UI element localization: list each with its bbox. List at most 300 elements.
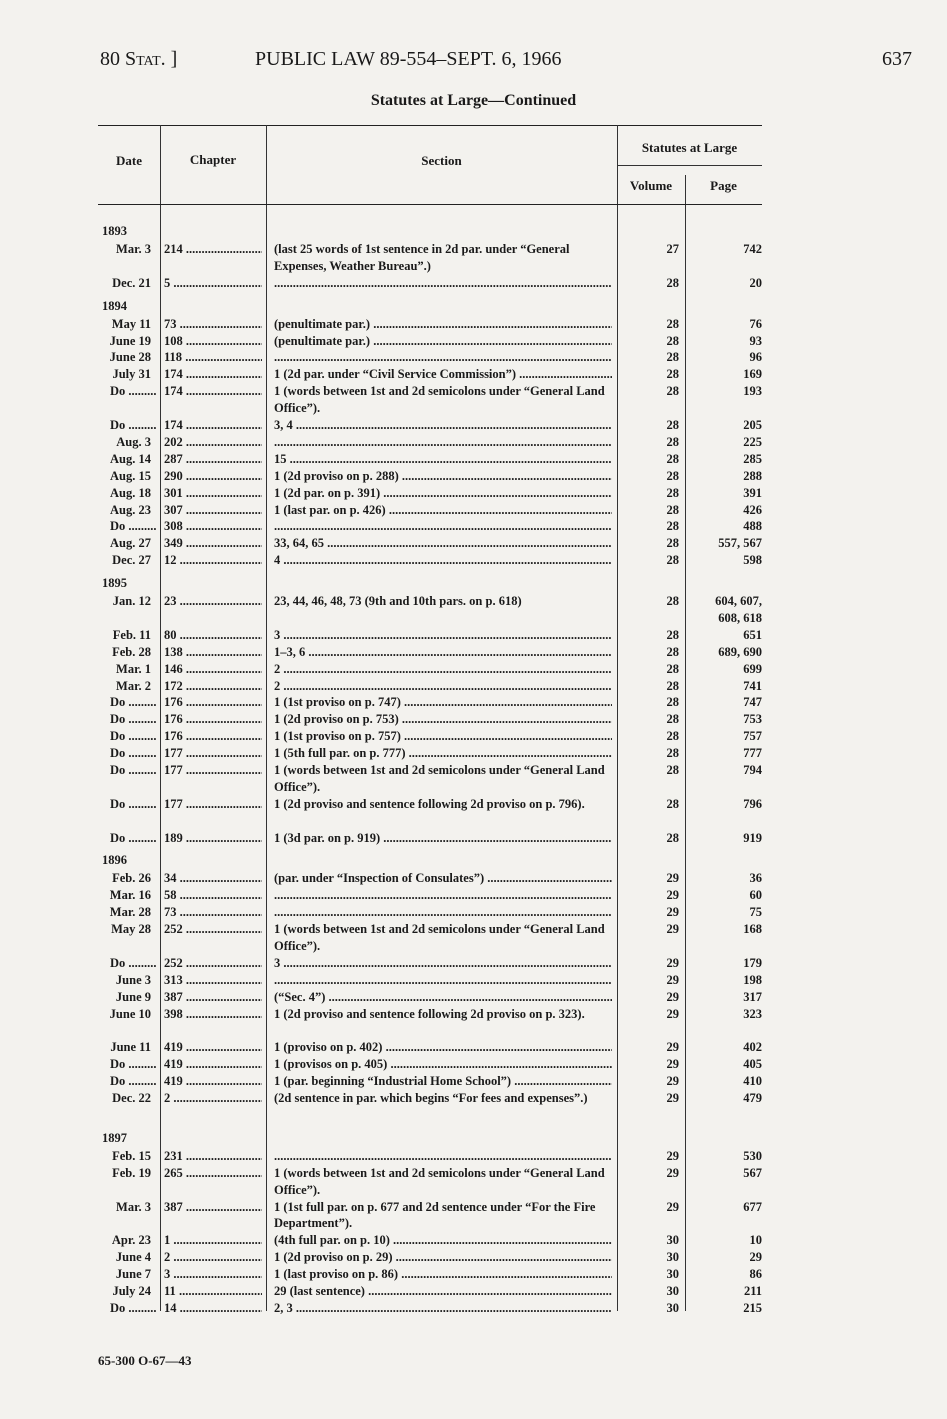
cell-date: Aug. 18 [110,485,151,500]
cell-volume: 29 [666,1199,679,1214]
cell-page [685,349,762,366]
table-row [98,661,762,678]
cell-page-line: 391 [743,485,762,500]
year-label: 1895 [102,576,127,591]
cell-chapter: 189 ..... [164,830,262,847]
cell-chapter: 313 ..... [164,972,262,989]
column-header-section: Section [421,153,462,168]
cell-date: Dec. 21 [112,275,151,290]
table-row [98,502,762,519]
cell-page-line: 205 [743,418,762,433]
cell-page [685,1283,762,1300]
cell-section: 1 (words between 1st and 2d semicolons under “General Land Office”). [274,922,605,954]
cell-volume: 28 [666,485,679,500]
cell-page-line: 796 [743,796,762,811]
cell-chapter: 252 ..... [164,955,262,972]
cell-page [685,989,762,1006]
cell-volume: 28 [666,367,679,382]
table-row [98,552,762,569]
cell-page [685,552,762,569]
cell-section: 3 ..... [274,955,612,972]
cell-volume: 29 [666,1040,679,1055]
table-row [98,1249,762,1266]
cell-section: (penultimate par.) ..... [274,333,612,350]
year-label: 1894 [102,298,127,313]
cell-page-line: 60 [749,888,762,903]
cell-page [685,627,762,644]
cell-section: 1 (1st proviso on p. 747) ..... [274,694,612,711]
table-row [98,535,762,552]
table-row [98,366,762,383]
cell-section [274,434,612,451]
cell-section [274,275,612,292]
table-row [98,870,762,887]
cell-volume: 28 [666,746,679,761]
table-row [98,728,762,745]
table-row [98,451,762,468]
cell-section: (last 25 words of 1st sentence in 2d par. under “General Expenses, Weather Bureau”.) [274,242,570,273]
cell-page-line: 96 [749,350,762,365]
table-row [98,1039,762,1056]
cell-section: (“Sec. 4”) ..... [274,989,612,1006]
cell-chapter: 118 ..... [164,349,262,366]
cell-page-line: 488 [743,519,762,534]
cell-page [685,762,762,779]
cell-chapter: 176 ..... [164,728,262,745]
cell-chapter: 174 ..... [164,383,262,400]
column-header-date: Date [116,153,142,168]
cell-page [685,830,762,847]
cell-volume: 29 [666,955,679,970]
cell-page [685,417,762,434]
cell-page-line: 20 [749,275,762,290]
cell-page [685,796,762,813]
table-row [98,241,762,275]
cell-section: (4th full par. on p. 10) ..... [274,1232,612,1249]
cell-volume: 28 [666,333,679,348]
cell-volume: 28 [666,627,679,642]
table-title: Statutes at Large—Continued [370,92,577,109]
cell-volume: 28 [666,384,679,399]
cell-page-line: 651 [743,627,762,642]
cell-section: 1 (2d proviso and sentence following 2d proviso on p. 323). [274,1006,585,1021]
table-body [98,217,762,1317]
cell-chapter: 14 ..... [164,1300,262,1317]
cell-date: Do ..... [110,955,156,972]
cell-page [685,972,762,989]
cell-page-line: 677 [743,1199,762,1214]
cell-volume: 27 [666,242,679,256]
cell-chapter: 11 ..... [164,1283,262,1300]
cell-volume: 28 [666,451,679,466]
cell-page-line: 604, 607, [715,594,762,609]
table-row [98,1056,762,1073]
table-row [98,1148,762,1165]
cell-section: 33, 64, 65 ..... [274,535,612,552]
cell-chapter: 2 ..... [164,1090,262,1107]
table-top-rule [98,125,762,126]
cell-page [685,1300,762,1317]
running-head [100,48,912,76]
cell-page [685,1006,762,1023]
cell-section: (2d sentence in par. which begins “For fees and expenses”.) [274,1091,588,1106]
cell-volume: 28 [666,350,679,365]
cell-page-line: 76 [749,316,762,331]
table-row [98,1073,762,1090]
cell-volume: 28 [666,519,679,534]
cell-page-line: 211 [743,1284,762,1299]
cell-chapter: 301 ..... [164,485,262,502]
cell-page-line: 75 [749,905,762,920]
cell-chapter: 3 ..... [164,1266,262,1283]
cell-date: Aug. 3 [116,434,151,449]
cell-date: Do ..... [110,383,156,400]
table-row [98,678,762,695]
cell-section: 29 (last sentence) ..... [274,1283,612,1300]
cell-page [685,711,762,728]
cell-chapter: 174 ..... [164,417,262,434]
cell-page-line: 285 [743,451,762,466]
cell-date: Do ..... [110,694,156,711]
cell-date: Do ..... [110,830,156,847]
cell-page [685,745,762,762]
statute-volume-ref: 80 Stat. ] [100,48,178,70]
cell-chapter: 387 ..... [164,989,262,1006]
cell-chapter: 73 ..... [164,316,262,333]
cell-volume: 29 [666,871,679,886]
table-row [98,333,762,350]
cell-chapter: 34 ..... [164,870,262,887]
cell-chapter: 73 ..... [164,904,262,921]
cell-volume: 28 [666,553,679,568]
cell-date: Do ..... [110,796,156,813]
cell-chapter: 231 ..... [164,1148,262,1165]
cell-date: June 19 [109,333,151,348]
year-label: 1896 [102,853,127,868]
table-row [98,904,762,921]
cell-page-line: 215 [743,1300,762,1315]
cell-chapter: 1 ..... [164,1232,262,1249]
cell-section [274,972,612,989]
cell-chapter: 174 ..... [164,366,262,383]
table-row [98,1199,762,1233]
cell-page [685,1056,762,1073]
cell-page [685,451,762,468]
cell-page [685,728,762,745]
cell-page [685,593,762,627]
cell-section: 2 ..... [274,661,612,678]
cell-page [685,904,762,921]
cell-page-line: 557, 567 [718,536,762,551]
cell-page [685,1199,762,1216]
cell-section: 1 (words between 1st and 2d semicolons under “General Land Office”). [274,1165,605,1197]
cell-page [685,383,762,400]
cell-chapter: 12 ..... [164,552,262,569]
column-header-page: Page [710,178,737,193]
table-row [98,1006,762,1040]
cell-page-line: 86 [749,1267,762,1282]
cell-section: 1 (3d par. on p. 919) ..... [274,830,612,847]
cell-chapter: 398 ..... [164,1006,262,1023]
table-row [98,830,762,847]
table-row [98,275,762,292]
table-row [98,349,762,366]
column-header-volume: Volume [629,178,673,193]
cell-page [685,366,762,383]
table-row [98,1266,762,1283]
cell-chapter: 287 ..... [164,451,262,468]
cell-volume: 30 [666,1233,679,1248]
cell-page [685,275,762,292]
cell-page-line: 608, 618 [718,610,762,625]
cell-page [685,1165,762,1182]
cell-volume: 28 [666,502,679,517]
cell-date: July 24 [112,1284,151,1299]
cell-date: Feb. 28 [112,644,151,659]
cell-section [274,887,612,904]
cell-volume: 29 [666,1057,679,1072]
cell-section: 23, 44, 46, 48, 73 (9th and 10th pars. on p. 618) [274,594,522,609]
cell-date: Aug. 23 [110,502,151,517]
table-row [98,796,762,830]
cell-page-line: 168 [743,922,762,937]
cell-volume: 28 [666,796,679,811]
cell-page [685,921,762,938]
cell-section: 1 (2d proviso and sentence following 2d proviso on p. 796). [274,796,585,811]
cell-volume: 28 [666,678,679,693]
table-row [98,745,762,762]
print-code: 65-300 O-67—43 [98,1353,192,1368]
cell-date: Dec. 22 [112,1091,151,1106]
cell-date: Mar. 16 [109,888,151,903]
cell-section: 1 (2d par. under “Civil Service Commission”) ..... [274,366,612,383]
cell-section: 3 ..... [274,627,612,644]
table-row [98,1300,762,1317]
cell-chapter: 252 ..... [164,921,262,938]
cell-volume: 30 [666,1267,679,1282]
cell-date: June 4 [115,1250,151,1265]
cell-volume: 28 [666,661,679,676]
cell-date: May 28 [111,922,151,937]
cell-volume: 28 [666,434,679,449]
table-row [98,316,762,333]
cell-date: Mar. 3 [116,242,151,256]
cell-date: Feb. 11 [112,627,151,642]
header-bottom-rule [98,204,762,205]
header-subrule [617,165,762,166]
cell-volume: 30 [666,1300,679,1315]
cell-page [685,694,762,711]
cell-chapter: 265 ..... [164,1165,262,1182]
cell-volume: 28 [666,468,679,483]
cell-page [685,518,762,535]
cell-page-line: 689, 690 [718,644,762,659]
cell-date: June 9 [115,989,151,1004]
cell-volume: 29 [666,989,679,1004]
cell-date: June 10 [109,1006,151,1021]
cell-page-line: 288 [743,468,762,483]
cell-date: July 31 [112,367,151,382]
cell-section: 1 (par. beginning “Industrial Home School”) ..... [274,1073,612,1090]
cell-page [685,1039,762,1056]
cell-page-line: 699 [743,661,762,676]
cell-page-line: 323 [743,1006,762,1021]
cell-page-line: 741 [743,678,762,693]
cell-section: 1 (1st proviso on p. 757) ..... [274,728,612,745]
cell-page-line: 753 [743,712,762,727]
cell-page-line: 179 [743,955,762,970]
cell-volume: 29 [666,922,679,937]
statutes-table [98,125,762,1315]
cell-chapter: 80 ..... [164,627,262,644]
cell-page-line: 567 [743,1165,762,1180]
cell-chapter: 177 ..... [164,762,262,779]
cell-page [685,644,762,661]
year-label: 1897 [102,1130,127,1145]
cell-chapter: 138 ..... [164,644,262,661]
cell-page [685,1073,762,1090]
cell-section: 15 ..... [274,451,612,468]
cell-date: May 11 [111,316,151,331]
cell-page [685,333,762,350]
table-row [98,593,762,627]
cell-page-line: 777 [743,746,762,761]
cell-page-line: 36 [749,871,762,886]
cell-volume: 28 [666,712,679,727]
cell-date: June 3 [115,972,151,987]
table-row [98,694,762,711]
cell-page-line: 10 [749,1233,762,1248]
column-header-statutes: Statutes at Large [641,140,738,155]
cell-date: June 11 [110,1040,151,1055]
cell-volume: 28 [666,418,679,433]
cell-page-line: 405 [743,1057,762,1072]
cell-page-line: 530 [743,1148,762,1163]
cell-page-line: 757 [743,729,762,744]
cell-section: 1 (1st full par. on p. 677 and 2d sentence under “For the Fire Department”). [274,1199,596,1231]
year-row [98,217,762,241]
cell-page-line: 747 [743,695,762,710]
table-row [98,921,762,955]
cell-chapter: 308 ..... [164,518,262,535]
cell-section: 4 ..... [274,552,612,569]
cell-date: Do ..... [110,1073,156,1090]
cell-section [274,349,612,366]
cell-section: 1 (2d par. on p. 391) ..... [274,485,612,502]
cell-chapter: 5 ..... [164,275,262,292]
cell-page [685,1249,762,1266]
cell-date: Do ..... [110,711,156,728]
cell-section: (par. under “Inspection of Consulates”) ..... [274,870,612,887]
cell-page-line: 198 [743,972,762,987]
table-row [98,434,762,451]
table-row [98,972,762,989]
cell-date: Do ..... [110,518,156,535]
cell-date: Mar. 28 [109,905,151,920]
cell-section [274,1148,612,1165]
cell-page [685,678,762,695]
cell-chapter: 290 ..... [164,468,262,485]
table-row [98,417,762,434]
table-row [98,485,762,502]
cell-page [685,1090,762,1107]
cell-page [685,1148,762,1165]
cell-page-line: 742 [743,242,762,256]
cell-chapter: 202 ..... [164,434,262,451]
table-row [98,955,762,972]
cell-page-line: 410 [743,1074,762,1089]
cell-date: Feb. 15 [112,1148,151,1163]
cell-page [685,241,762,258]
page-number: 637 [882,48,912,70]
cell-date: Do ..... [110,762,156,779]
cell-section: 1 (provisos on p. 405) ..... [274,1056,612,1073]
cell-volume: 29 [666,1091,679,1106]
cell-section: 1 (2d proviso on p. 288) ..... [274,468,612,485]
cell-chapter: 419 ..... [164,1073,262,1090]
cell-date: Feb. 26 [112,871,151,886]
cell-page-line: 426 [743,502,762,517]
cell-volume: 28 [666,275,679,290]
table-row [98,468,762,485]
year-row [98,292,762,316]
cell-date: June 7 [115,1267,151,1282]
cell-section: 1 (last par. on p. 426) ..... [274,502,612,519]
cell-volume: 30 [666,1250,679,1265]
table-row [98,711,762,728]
cell-date: Aug. 15 [110,468,151,483]
cell-page [685,955,762,972]
cell-page [685,887,762,904]
table-row [98,1090,762,1124]
cell-volume: 28 [666,536,679,551]
cell-page [685,535,762,552]
year-row [98,846,762,870]
cell-volume: 30 [666,1284,679,1299]
cell-date: Apr. 23 [111,1233,151,1248]
table-row [98,989,762,1006]
cell-section: 2 ..... [274,678,612,695]
year-row [98,1124,762,1148]
cell-date: Do ..... [110,745,156,762]
table-row [98,1232,762,1249]
cell-date: Mar. 1 [116,661,151,676]
cell-volume: 29 [666,1148,679,1163]
cell-page [685,1232,762,1249]
table-row [98,518,762,535]
cell-section: 1 (proviso on p. 402) ..... [274,1039,612,1056]
cell-volume: 29 [666,972,679,987]
cell-section: 1 (5th full par. on p. 777) ..... [274,745,612,762]
column-header-chapter: Chapter [189,152,237,167]
cell-page-line: 794 [743,762,762,777]
cell-section: 1 (2d proviso on p. 29) ..... [274,1249,612,1266]
cell-chapter: 349 ..... [164,535,262,552]
cell-chapter: 419 ..... [164,1039,262,1056]
table-row [98,762,762,796]
cell-chapter: 419 ..... [164,1056,262,1073]
cell-volume: 29 [666,1165,679,1180]
cell-date: Jan. 12 [112,594,151,609]
cell-section: 1 (words between 1st and 2d semicolons under “General Land Office”). [274,762,605,794]
table-row [98,1283,762,1300]
cell-page-line: 193 [743,384,762,399]
cell-section: 1 (last proviso on p. 86) ..... [274,1266,612,1283]
table-row [98,627,762,644]
cell-section [274,904,612,921]
page-title: PUBLIC LAW 89-554–SEPT. 6, 1966 [255,48,562,70]
cell-chapter: 177 ..... [164,796,262,813]
